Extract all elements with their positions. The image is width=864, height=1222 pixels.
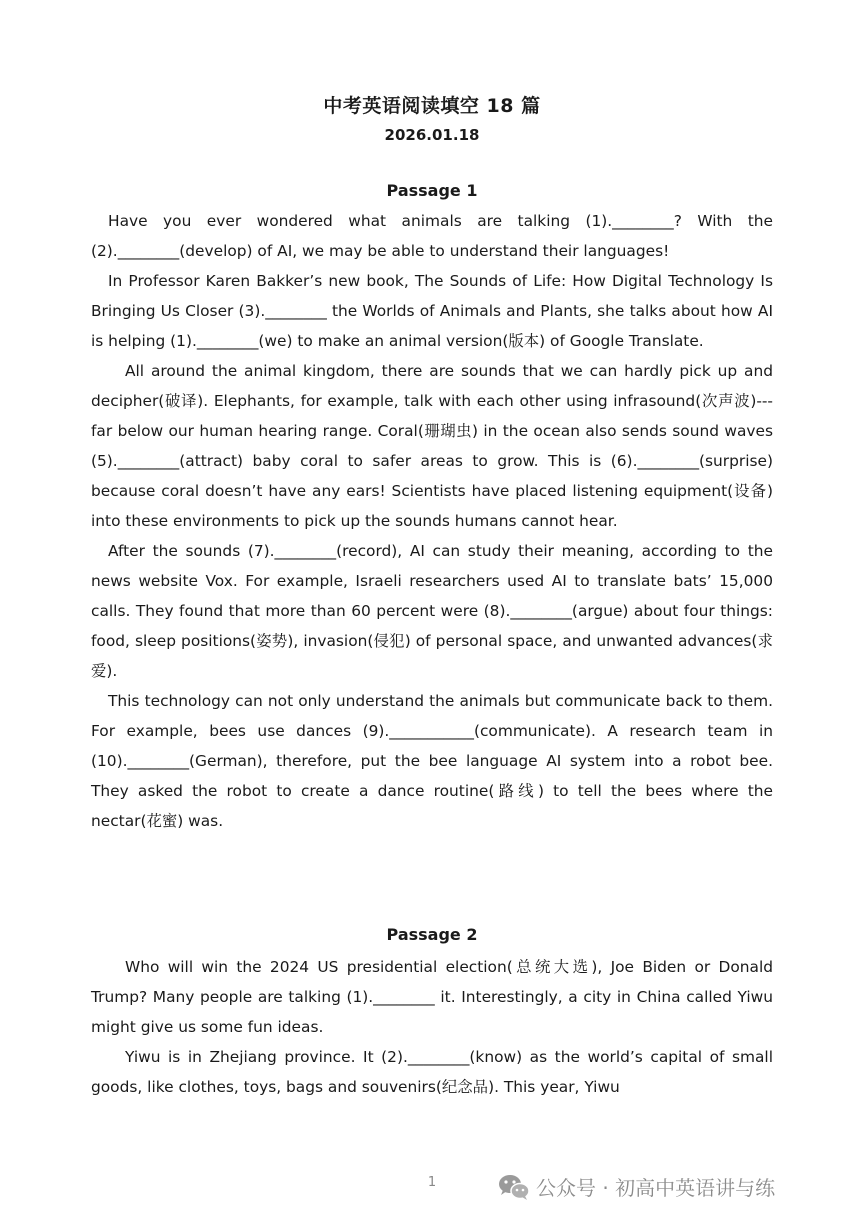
passage-2-paragraph: Who will win the 2024 US presidential election(总统大选), Joe Biden or Donald Trump? Many people are talking (1).________ it. Interestingly, a city in China called Yiwu might give us some fun ideas. [91,958,773,1036]
passage-2-paragraph: Yiwu is in Zhejiang province. It (2).________(know) as the world’s capital of small goods, like clothes, toys, bags and souvenirs(纪念品). This year, Yiwu [91,1048,773,1096]
passage-1-heading: Passage 1 [386,181,478,200]
page-number: 1 [427,1175,437,1190]
passage-1-paragraph: Have you ever wondered what animals are talking (1).________? With the (2).________(develop) of AI, we may be able to understand their languages! [91,212,773,260]
wechat-icon [498,1173,530,1201]
passage-1-paragraph: In Professor Karen Bakker’s new book, The Sounds of Life: How Digital Technology Is Bringing Us Closer (3).________ the Worlds of Animals and Plants, she talks about how AI is helping (1).________(we) to make an animal version(版本) of Google Translate. [91,272,773,350]
passage-1-paragraph: All around the animal kingdom, there are sounds that we can hardly pick up and decipher(破译). Elephants, for example, talk with each other using infrasound(次声波)---far below our human hearing range. Coral(珊瑚虫) in the ocean also sends sound waves (5).________(attract) baby coral to safer areas to grow. This is (6).________(surprise) because coral doesn’t have any ears! Scientists have placed listening equipment(设备) into these environments to pick up the sounds humans cannot hear. [91,362,773,530]
watermark [498,1172,775,1201]
passage-1-body [91,206,773,836]
document-date: 2026.01.18 [384,126,480,144]
passage-1-paragraph: This technology can not only understand the animals but communicate back to them. For example, bees use dances (9).___________(communicate). A research team in (10).________(German), therefore, put the bee language AI system into a robot bee. They asked the robot to create a dance routine(路线) to tell the bees where the nectar(花蜜) was. [91,692,773,830]
passage-1-paragraph: After the sounds (7).________(record), AI can study their meaning, according to the news website Vox. For example, Israeli researchers used AI to translate bats’ 15,000 calls. They found that more than 60 percent were (8).________(argue) about four things: food, sleep positions(姿势), invasion(侵犯) of personal space, and unwanted advances(求爱). [91,542,773,680]
passage-2-heading: Passage 2 [386,925,478,944]
document-title: 中考英语阅读填空 18 篇 [323,95,541,117]
watermark-text: 公众号 · 初高中英语讲与练 [536,1176,776,1200]
passage-2-body [91,952,773,1102]
